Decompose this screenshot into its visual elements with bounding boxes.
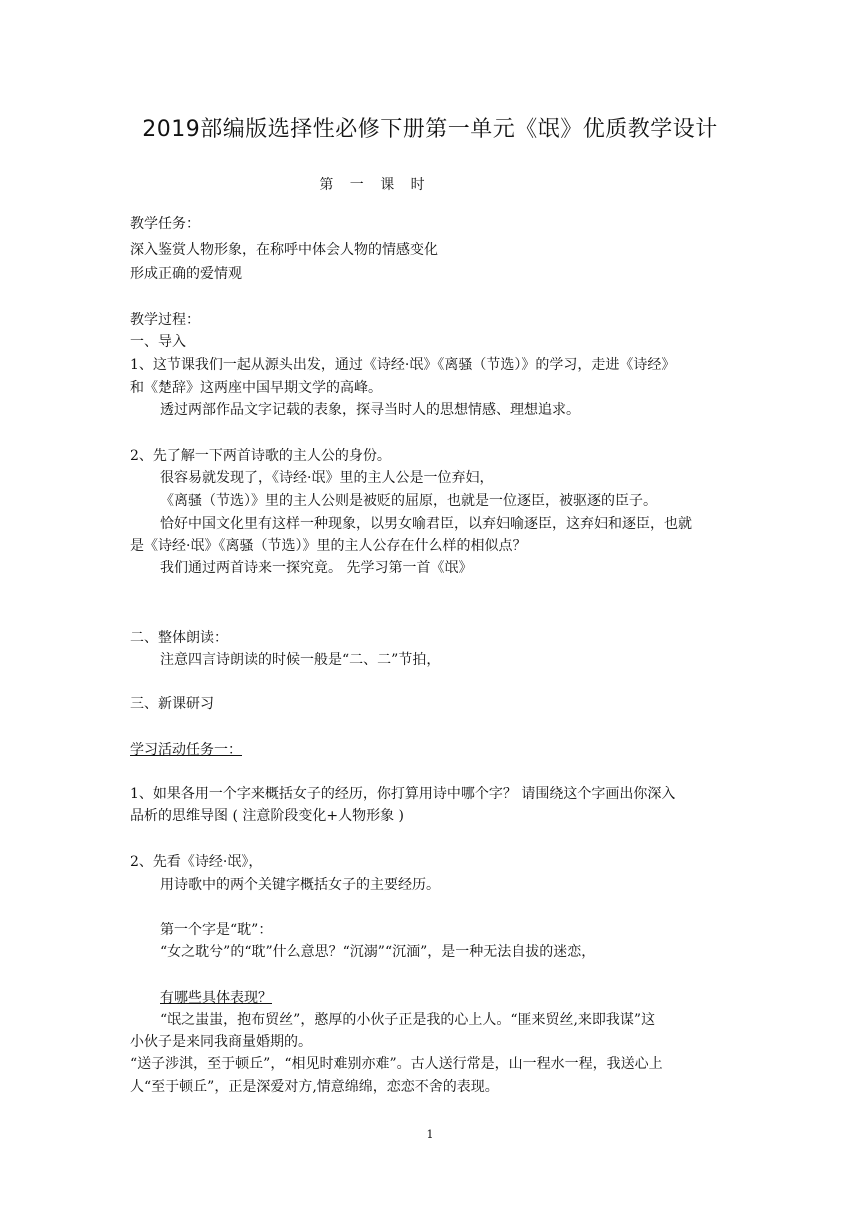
page-number: 1 <box>426 1128 434 1141</box>
text-line: 品析的思维导图 ( 注意阶段变化+人物形象 ) <box>130 808 405 824</box>
text-line: 2、先了解一下两首诗歌的主人公的身份。 <box>130 448 391 464</box>
text-line: 很容易就发现了，《诗经·氓》里的主人公是一位弃妇， <box>160 470 494 486</box>
text-line: 注意四言诗朗读的时候一般是“二、二”节拍， <box>160 652 441 668</box>
text-line: “氓之蚩蚩，抱布贸丝”，憨厚的小伙子正是我的心上人。“匪来贸丝,来即我谋”这 <box>160 1012 656 1028</box>
section-heading: 一、导入 <box>130 334 186 350</box>
text-line: 小伙子是来同我商量婚期的。 <box>130 1034 312 1050</box>
text-line: 第一个字是“耽”： <box>160 922 273 938</box>
page-title: 2019部编版选择性必修下册第一单元《氓》优质教学设计 <box>142 117 718 142</box>
section-heading: 二、整体朗读： <box>130 630 228 646</box>
text-line: 深入鉴赏人物形象，在称呼中体会人物的情感变化 <box>130 242 438 258</box>
subheading: 有哪些具体表现？ <box>160 990 272 1006</box>
lesson-subtitle: 第 一 课 时 <box>319 177 431 193</box>
text-line: 人“至于顿丘”，正是深爱对方,情意绵绵，恋恋不舍的表现。 <box>130 1079 499 1095</box>
text-line: “送子涉淇，至于顿丘”，“相见时难别亦难”。古人送行常是，山一程水一程，我送心上 <box>130 1056 663 1072</box>
text-line: 1、如果各用一个字来概括女子的经历，你打算用诗中哪个字？ 请围绕这个字画出你深入 <box>130 786 676 802</box>
text-line: 是《诗经·氓》《离骚（节选）》里的主人公存在什么样的相似点？ <box>130 538 527 554</box>
text-line: 恰好中国文化里有这样一种现象，以男女喻君臣，以弃妇喻逐臣，这弃妇和逐臣，也就 <box>160 516 692 532</box>
text-line: 和《楚辞》这两座中国早期文学的高峰。 <box>130 380 382 396</box>
text-line: 用诗歌中的两个关键字概括女子的主要经历。 <box>160 877 440 893</box>
text-line: 我们通过两首诗来一探究竟。 先学习第一首《氓》 <box>160 560 473 576</box>
section-heading: 三、新课研习 <box>130 696 214 712</box>
text-line: 教学过程： <box>130 312 200 328</box>
text-line: 形成正确的爱情观 <box>130 266 242 282</box>
text-line: 1、这节课我们一起从源头出发，通过《诗经·氓》《离骚（节选）》的学习，走进《诗经》 <box>130 357 676 373</box>
text-line: 2、先看《诗经·氓》， <box>130 854 263 870</box>
text-line: 透过两部作品文字记载的表象，探寻当时人的思想情感、理想追求。 <box>160 402 580 418</box>
text-line: 教学任务： <box>130 216 200 232</box>
text-line: “女之耽兮”的“耽”什么意思？“沉溺”“沉湎”，是一种无法自拔的迷恋， <box>160 944 596 960</box>
text-line: 《离骚（节选）》里的主人公则是被贬的屈原，也就是一位逐臣，被驱逐的臣子。 <box>160 493 657 509</box>
activity-heading: 学习活动任务一： <box>130 742 242 758</box>
